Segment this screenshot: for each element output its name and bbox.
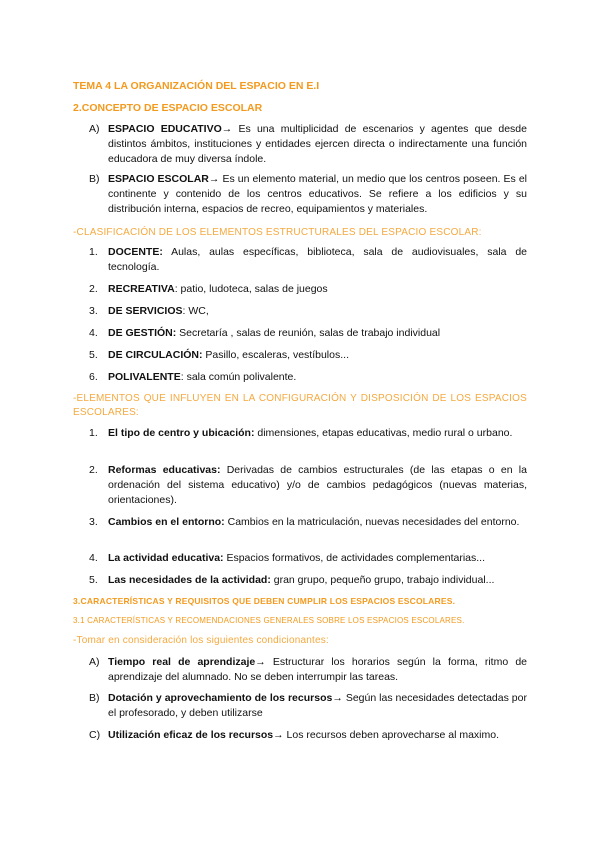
list-item [73,426,527,441]
list-marker: A) [89,123,100,135]
list-term: Cambios en el entorno: [108,516,225,528]
list-marker: 5. [89,574,98,586]
document-title: TEMA 4 LA ORGANIZACIÓN DEL ESPACIO EN E.I [73,80,320,92]
list-term: La actividad educativa: [108,552,224,564]
list-term: Reformas educativas: [108,464,221,476]
list-item [73,551,527,566]
list-item [73,691,527,721]
list-text: : sala común polivalente. [180,371,297,383]
list-text: dimensiones, etapas educativas, medio rural o urbano. [254,427,513,439]
list-marker: B) [89,692,100,704]
list-marker: 3. [89,516,98,528]
list-text: → Es una multiplicidad de escenarios y agentes que desde distintos ámbitos, instituciones y entidades ejercen directa o indirectamente una función educadora de muy diversa índole. [108,123,527,165]
list-item [73,282,527,297]
list-text: : patio, ludoteca, salas de juegos [174,283,328,295]
list-text: Cambios en la matriculación, nuevas necesidades del entorno. [224,516,520,528]
list-item [73,515,527,530]
list-text: gran grupo, pequeño grupo, trabajo individual... [270,574,495,586]
list-term: El tipo de centro y ubicación: [108,427,255,439]
list-marker: 1. [89,427,98,439]
list-text: → Los recursos deben aprovecharse al maximo. [273,729,499,741]
list-item [73,245,527,275]
list-text: Pasillo, escaleras, vestíbulos... [202,349,349,361]
list-marker: B) [89,173,100,185]
list-term: DE SERVICIOS [108,305,183,317]
section-2-heading: 2.CONCEPTO DE ESPACIO ESCOLAR [73,102,263,114]
list-term: Las necesidades de la actividad: [108,574,271,586]
list-term: Dotación y aprovechamiento de los recursos [108,692,333,704]
list-text: Espacios formativos, de actividades complementarias... [223,552,485,564]
list-item [73,728,527,743]
list-term: ESPACIO ESCOLAR [108,173,209,185]
list-marker: 2. [89,464,98,476]
list-marker: C) [89,729,101,741]
section-3-1-heading: 3.1 CARACTERÍSTICAS Y RECOMENDACIONES GENERALES SOBRE LOS ESPACIOS ESCOLARES. [73,616,465,625]
list-term: DOCENTE: [108,246,163,258]
classification-heading: -CLASIFICACIÓN DE LOS ELEMENTOS ESTRUCTURALES DEL ESPACIO ESCOLAR: [73,227,482,238]
list-item [73,304,527,319]
list-term: POLIVALENTE [108,371,181,383]
list-marker: 4. [89,552,98,564]
list-term: Utilización eficaz de los recursos [108,729,274,741]
list-text: → Estructurar los horarios según la forma, ritmo de aprendizaje del alumnado. No se deben interrumpir las tareas. [108,656,527,683]
list-term: ESPACIO EDUCATIVO [108,123,222,135]
list-text: Secretaría , salas de reunión, salas de trabajo individual [176,327,441,339]
list-text: → Según las necesidades detectadas por el profesorado, y deben utilizarse [108,692,527,719]
list-term: RECREATIVA [108,283,175,295]
list-term: Tiempo real de aprendizaje [108,656,256,668]
list-item [73,348,527,363]
list-marker: 3. [89,305,98,317]
list-marker: 4. [89,327,98,339]
list-item [73,172,527,217]
list-text: : WC, [182,305,209,317]
section-3-heading: 3.CARACTERÍSTICAS Y REQUISITOS QUE DEBEN CUMPLIR LOS ESPACIOS ESCOLARES. [73,596,456,606]
list-item [73,122,527,167]
list-item [73,326,527,341]
factors-heading: -ELEMENTOS QUE INFLUYEN EN LA CONFIGURACIÓN Y DISPOSICIÓN DE LOS ESPACIOS ESCOLARES: [73,393,527,418]
list-term: DE CIRCULACIÓN: [108,349,203,361]
list-marker: 1. [89,246,98,258]
list-item [73,370,527,385]
list-marker: 2. [89,283,98,295]
list-text: → Es un elemento material, un medio que los centros poseen. Es el continente y contenido de los centros educativos. Se refiere a los edificios y su distribución interna, espacios de recreo, equipamientos y materiales. [108,173,528,215]
list-marker: 6. [89,371,98,383]
list-item [73,655,527,685]
list-marker: 5. [89,349,98,361]
list-item [73,463,527,508]
conditions-heading: -Tomar en consideración los siguientes condicionantes: [73,635,329,646]
list-text: Derivadas de cambios estructurales (de las etapas o en la ordenación del sistema educativo) y/o de cambios pedagógicos (nuevas materias, orientaciones). [108,464,527,506]
list-item [73,573,527,588]
list-term: DE GESTIÓN: [108,327,177,339]
list-text: Aulas, aulas específicas, biblioteca, sala de audiovisuales, sala de tecnología. [108,246,527,273]
list-marker: A) [89,656,100,668]
